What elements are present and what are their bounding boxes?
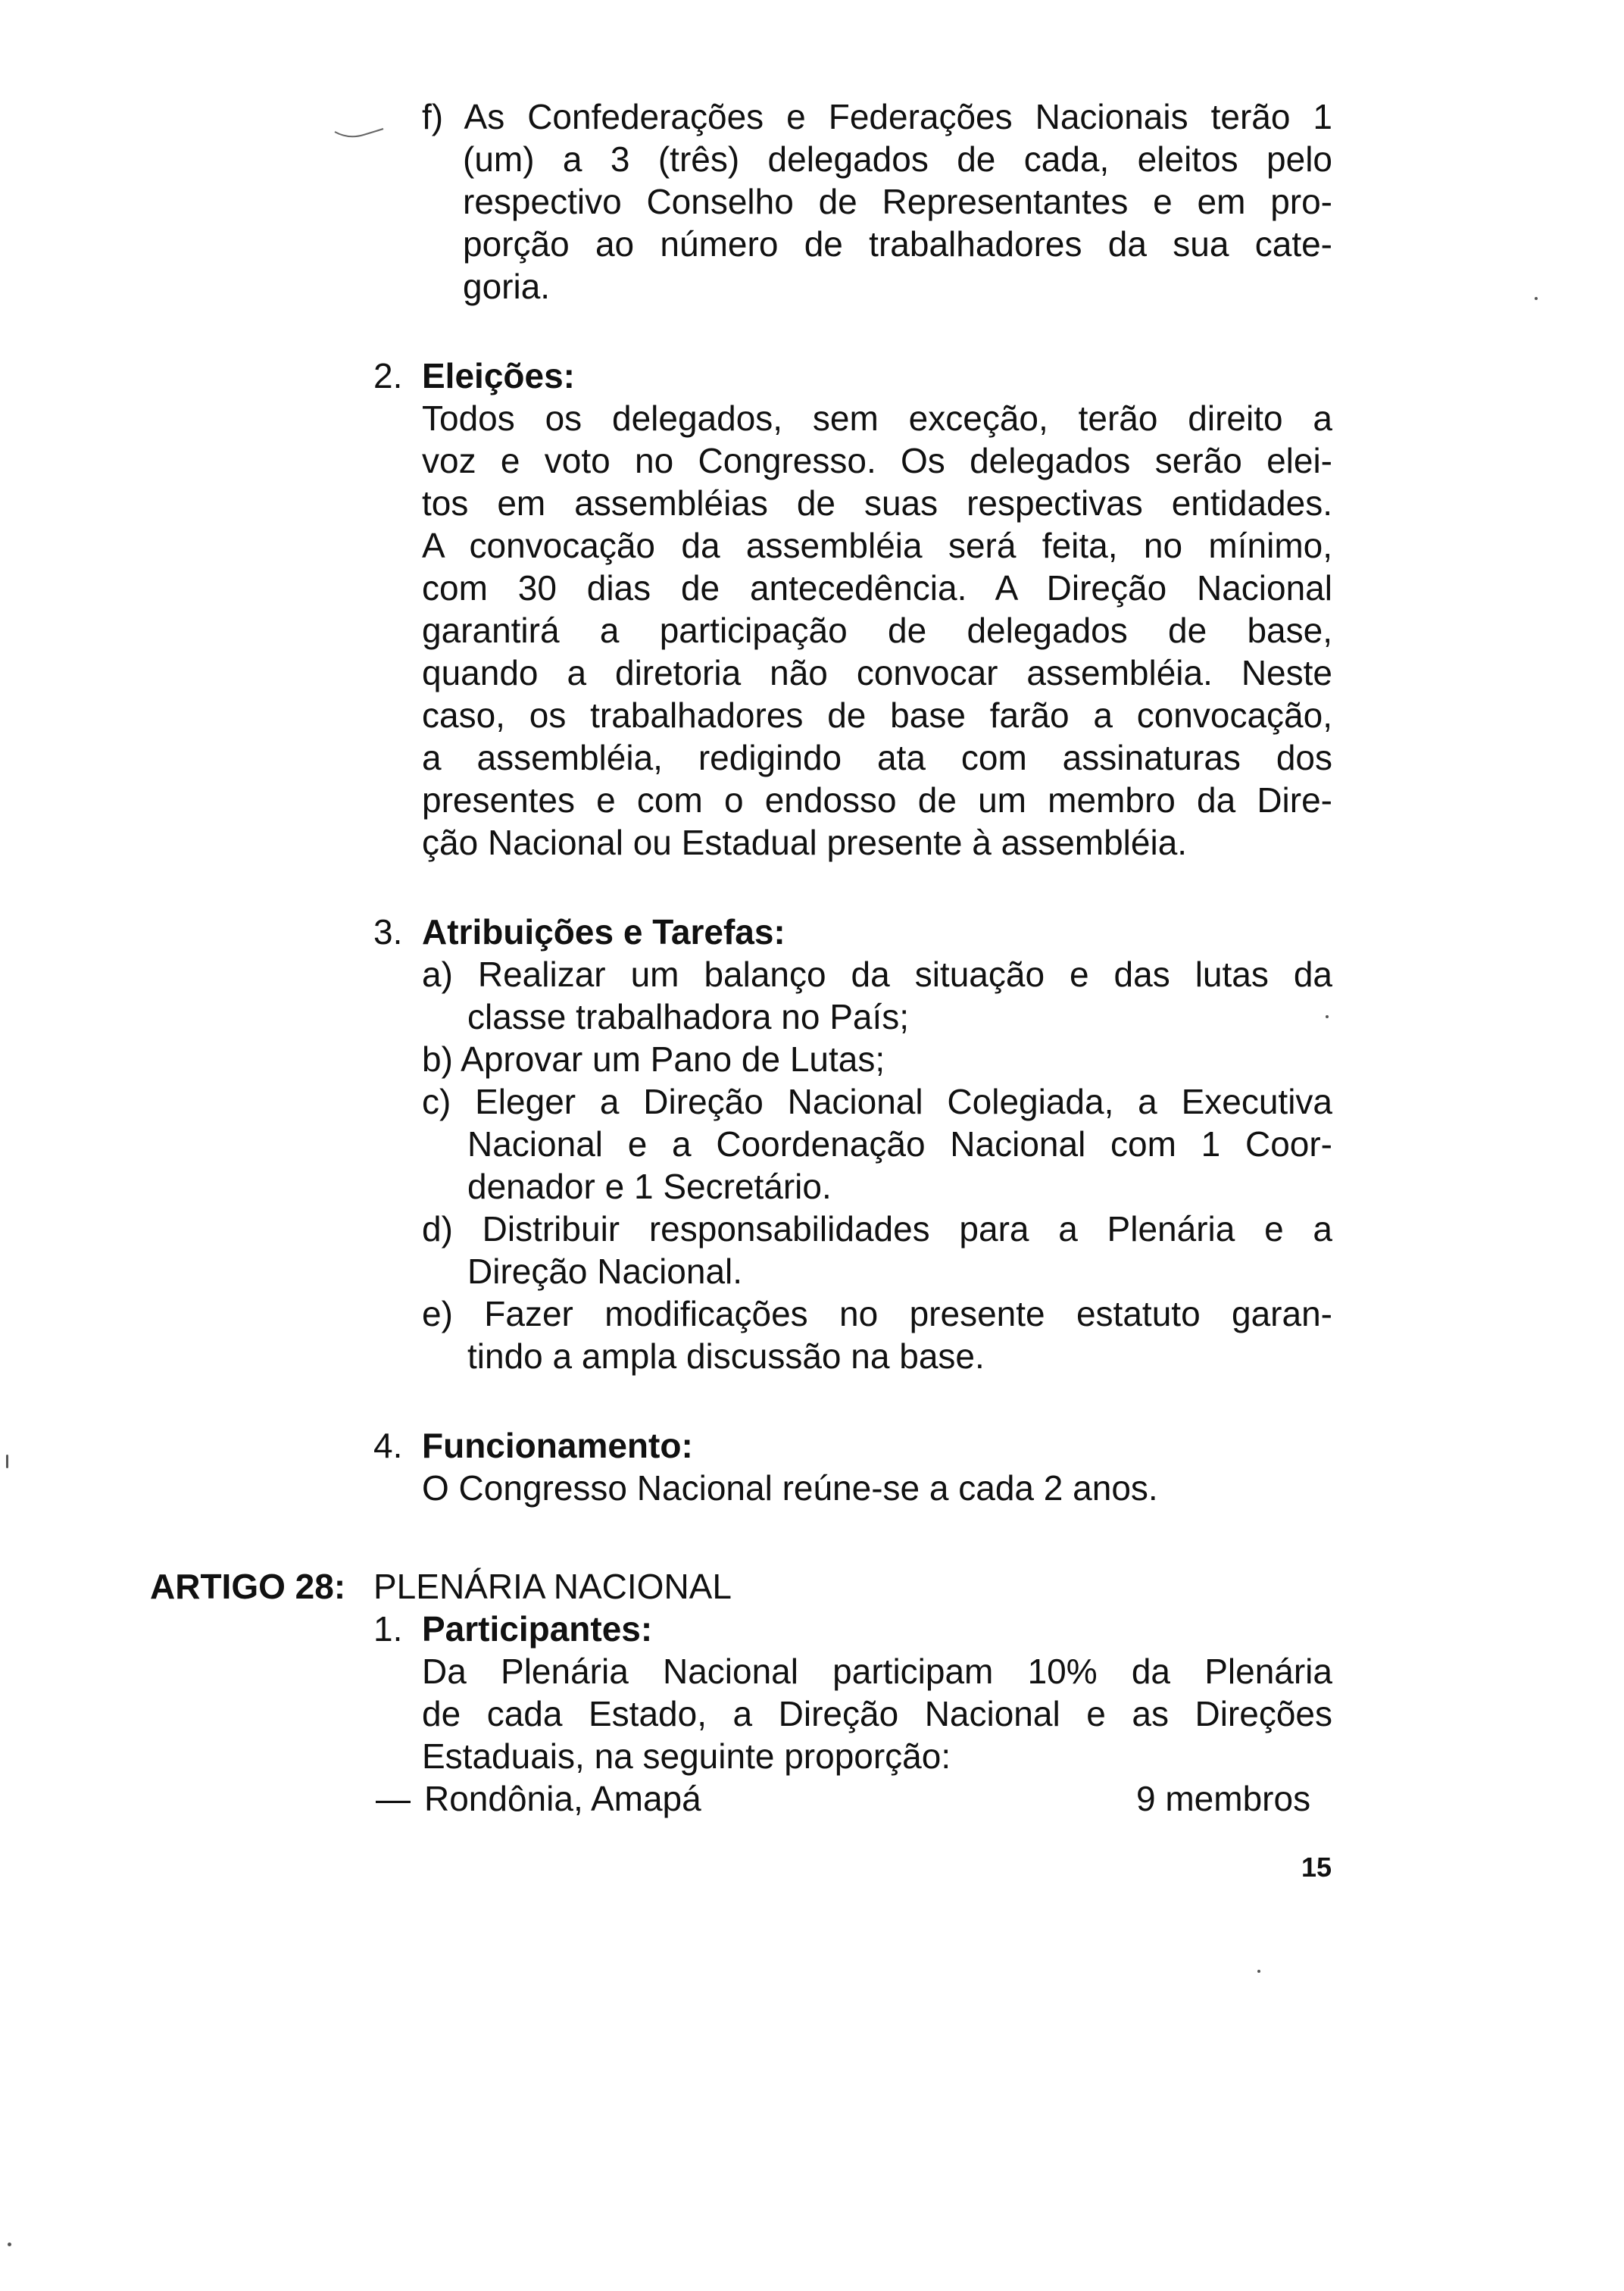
pen-mark (333, 121, 386, 144)
scan-speck (1257, 1970, 1260, 1973)
art-sec1-line-3: Estaduais, na seguinte proporção: (422, 1736, 951, 1776)
page-number: 15 (1301, 1852, 1332, 1883)
sec2-line-2: voz e voto no Congresso. Os delegados serão elei- (422, 441, 1332, 480)
section-3-number: 3. (373, 912, 403, 952)
sec3-item-e-line-1: e) Fazer modificações no presente estatuto garan- (422, 1294, 1332, 1333)
proportion-members: 9 membros (1136, 1779, 1311, 1818)
sec3-item-d-line-1: d) Distribuir responsabilidades para a Plenária e a (422, 1209, 1332, 1249)
art-section-1-number: 1. (373, 1609, 403, 1649)
scan-speck (8, 2243, 11, 2246)
section-4-number: 4. (373, 1426, 403, 1465)
proportion-states: Rondônia, Amapá (424, 1779, 701, 1818)
art-sec1-line-2: de cada Estado, a Direção Nacional e as Direções (422, 1694, 1332, 1733)
sec3-item-e-line-2: tindo a ampla discussão na base. (467, 1336, 985, 1376)
sec2-line-8: caso, os trabalhadores de base farão a convocação, (422, 695, 1332, 735)
art-section-1-title: Participantes: (422, 1609, 653, 1649)
item-f-line-4: porção ao número de trabalhadores da sua cate- (463, 224, 1332, 264)
art-sec1-line-1: Da Plenária Nacional participam 10% da Plenária (422, 1652, 1332, 1691)
sec3-item-a-line-1: a) Realizar um balanço da situação e das lutas da (422, 955, 1332, 994)
item-f-line-3: respectivo Conselho de Representantes e em pro- (463, 182, 1332, 221)
sec2-line-10: presentes e com o endosso de um membro da Dire- (422, 780, 1332, 820)
proportion-dash: — (376, 1779, 411, 1818)
section-2-number: 2. (373, 356, 403, 395)
artigo-label: ARTIGO 28: (150, 1567, 346, 1606)
sec3-item-c-line-3: denador e 1 Secretário. (467, 1167, 832, 1206)
sec2-line-1: Todos os delegados, sem exceção, terão direito a (422, 399, 1332, 438)
sec2-line-5: com 30 dias de antecedência. A Direção Nacional (422, 568, 1332, 608)
sec2-line-4: A convocação da assembléia será feita, no mínimo, (422, 526, 1332, 565)
sec3-item-d-line-2: Direção Nacional. (467, 1252, 743, 1291)
sec4-line-1: O Congresso Nacional reúne-se a cada 2 anos. (422, 1468, 1158, 1508)
sec2-line-7: quando a diretoria não convocar assembléia. Neste (422, 653, 1332, 692)
scan-speck (1326, 1015, 1329, 1018)
item-f-line-5: goria. (463, 267, 551, 306)
sec2-line-6: garantirá a participação de delegados de base, (422, 611, 1332, 650)
sec2-line-11: ção Nacional ou Estadual presente à assembléia. (422, 823, 1188, 862)
sec3-item-b: b) Aprovar um Pano de Lutas; (422, 1039, 885, 1079)
artigo-title: PLENÁRIA NACIONAL (373, 1567, 732, 1606)
item-f-line-2: (um) a 3 (três) delegados de cada, eleitos pelo (463, 139, 1332, 179)
section-2-title: Eleições: (422, 356, 575, 395)
scan-speck (6, 1455, 8, 1468)
section-4-title: Funcionamento: (422, 1426, 693, 1465)
sec2-line-3: tos em assembléias de suas respectivas entidades. (422, 483, 1332, 523)
scan-speck (1535, 297, 1538, 300)
section-3-title: Atribuições e Tarefas: (422, 912, 785, 952)
sec3-item-c-line-2: Nacional e a Coordenação Nacional com 1 Coor- (467, 1124, 1332, 1164)
sec2-line-9: a assembléia, redigindo ata com assinaturas dos (422, 738, 1332, 777)
sec3-item-a-line-2: classe trabalhadora no País; (467, 997, 910, 1036)
sec3-item-c-line-1: c) Eleger a Direção Nacional Colegiada, a Executiva (422, 1082, 1332, 1121)
item-f-line-1: f) As Confederações e Federações Nacionais terão 1 (422, 97, 1332, 136)
